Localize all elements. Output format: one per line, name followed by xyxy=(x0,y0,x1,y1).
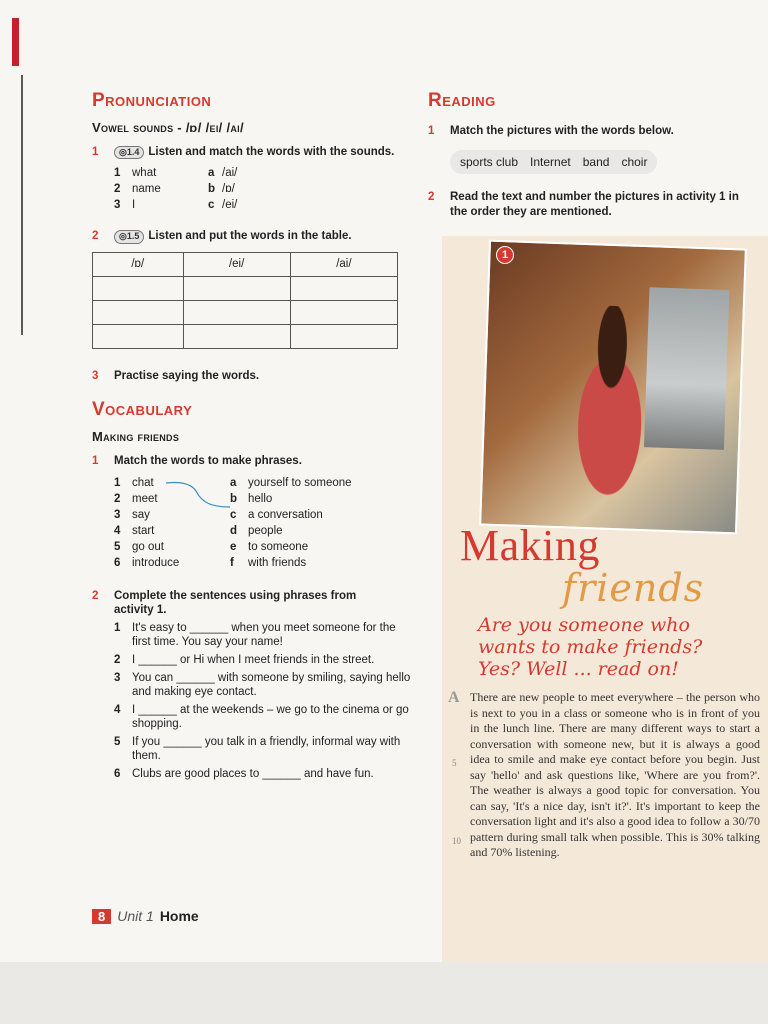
list-item: 4 start d people xyxy=(114,524,283,537)
phrase-match-list xyxy=(114,475,412,571)
article-paragraph xyxy=(448,690,760,861)
line-number: 10 xyxy=(452,836,461,846)
list-item: 6 introduce f with friends xyxy=(114,556,307,569)
table-cell[interactable] xyxy=(93,324,184,348)
table-header: /ai/ xyxy=(290,252,397,276)
list-item: 1 what a /ai/ xyxy=(114,167,238,180)
unit-title: Home xyxy=(159,908,199,924)
paragraph-letter: A xyxy=(448,689,460,706)
word-chip: choir xyxy=(621,155,648,170)
list-item: 2 name b /ɒ/ xyxy=(114,183,235,196)
word-chip: Internet xyxy=(530,155,571,170)
page-bottom-shade xyxy=(0,962,768,1024)
vocabulary-activity-1: 1 Match the words to make phrases. xyxy=(92,455,302,468)
right-column xyxy=(428,90,758,219)
internet-cafe-photo xyxy=(479,240,747,535)
table-cell[interactable] xyxy=(290,300,397,324)
article-headline: Making xyxy=(460,521,600,570)
list-item: 4 I ______ at the weekends – we go to the cinema or go shopping. xyxy=(114,704,409,731)
table-header: /ɒ/ xyxy=(93,252,184,276)
page-footer xyxy=(92,908,199,924)
word-chip: band xyxy=(582,155,610,170)
vocabulary-activity-2: 2 Complete the sentences using phrases from activity 1. xyxy=(92,589,357,616)
pronunciation-activity-2: 2 ◎1.5 Listen and put the words in the table. xyxy=(92,230,352,243)
article-headline-script: friends xyxy=(562,566,705,610)
left-column xyxy=(92,90,412,781)
cd-track-icon[interactable]: ◎1.5 xyxy=(114,230,144,243)
photo-number-badge: 1 xyxy=(496,246,514,264)
vowel-sounds-subtitle: Vowel sounds - /ɒ/ /ei/ /ai/ xyxy=(92,120,244,135)
reading-title: Reading xyxy=(428,90,496,111)
table-header: /ei/ xyxy=(183,252,290,276)
article-tagline: Are you someone who wants to make friends? Yes? Well ... read on! xyxy=(478,614,703,680)
pronunciation-activity-1: 1 ◎1.4 Listen and match the words with the sounds. xyxy=(92,146,395,158)
table-cell[interactable] xyxy=(290,276,397,300)
reading-activity-2: 2 Read the text and number the pictures in activity 1 in the order they are mentioned. xyxy=(428,191,739,218)
page-number: 8 xyxy=(92,909,111,924)
list-item: 5 If you ______ you talk in a friendly, informal way with them. xyxy=(114,736,401,763)
sentence-list xyxy=(114,621,412,781)
match-connector-line xyxy=(164,477,234,517)
making-friends-subtitle: Making friends xyxy=(92,429,180,445)
word-chip: sports club xyxy=(460,155,519,170)
person-illustration xyxy=(552,304,669,508)
red-edge-strip xyxy=(12,18,19,66)
list-item: 5 go out e to someone xyxy=(114,540,309,553)
list-item: 1 It's easy to ______ when you meet someone for the first time. You say your name! xyxy=(114,622,396,649)
article-text xyxy=(448,690,760,861)
table-cell[interactable] xyxy=(93,300,184,324)
table-cell[interactable] xyxy=(93,276,184,300)
list-item: 3 say c a conversation xyxy=(114,508,323,521)
binding-line xyxy=(21,75,23,335)
cd-track-icon[interactable]: ◎1.4 xyxy=(114,146,144,159)
list-item: 2 meet b hello xyxy=(114,492,273,505)
unit-label: Unit 1 xyxy=(117,908,154,924)
sound-match-list xyxy=(114,165,412,213)
pronunciation-title: Pronunciation xyxy=(92,90,212,111)
paragraph-body: There are new people to meet everywhere – the person who is next to you in a class or someone who is in front of you in the lunch line. There are many different ways to start a conversation with someone new, but it is always a good idea to smile and make eye contact before you begin. Just say 'hello' and ask questions like, 'Where are you from?'. The weather is always a good topic for conversation. You can say, 'It's a nice day, isn't it?'. It's important to keep the conversation light and it's also a good idea to follow a 30/70 pattern during small talk when possible. This is 30% talking and 70% listening. xyxy=(470,690,760,859)
list-item: 3 You can ______ with someone by smiling, saying hello and making eye contact. xyxy=(114,672,411,699)
list-item: 1 chat a yourself to someone xyxy=(114,476,352,489)
line-number: 5 xyxy=(452,758,457,768)
pronunciation-activity-3: 3 Practise saying the words. xyxy=(92,369,260,382)
list-item: 6 Clubs are good places to ______ and have fun. xyxy=(114,768,374,781)
table-cell[interactable] xyxy=(183,300,290,324)
list-item: 2 I ______ or Hi when I meet friends in the street. xyxy=(114,654,375,667)
word-box xyxy=(450,150,657,174)
sounds-table xyxy=(92,252,398,349)
table-cell[interactable] xyxy=(290,324,397,348)
activity-number: 1 xyxy=(92,146,99,158)
table-cell[interactable] xyxy=(183,276,290,300)
table-cell[interactable] xyxy=(183,324,290,348)
list-item: 3 I c /ei/ xyxy=(114,199,238,212)
reading-activity-1: 1 Match the pictures with the words below. xyxy=(428,125,674,137)
vocabulary-title: Vocabulary xyxy=(92,399,193,421)
